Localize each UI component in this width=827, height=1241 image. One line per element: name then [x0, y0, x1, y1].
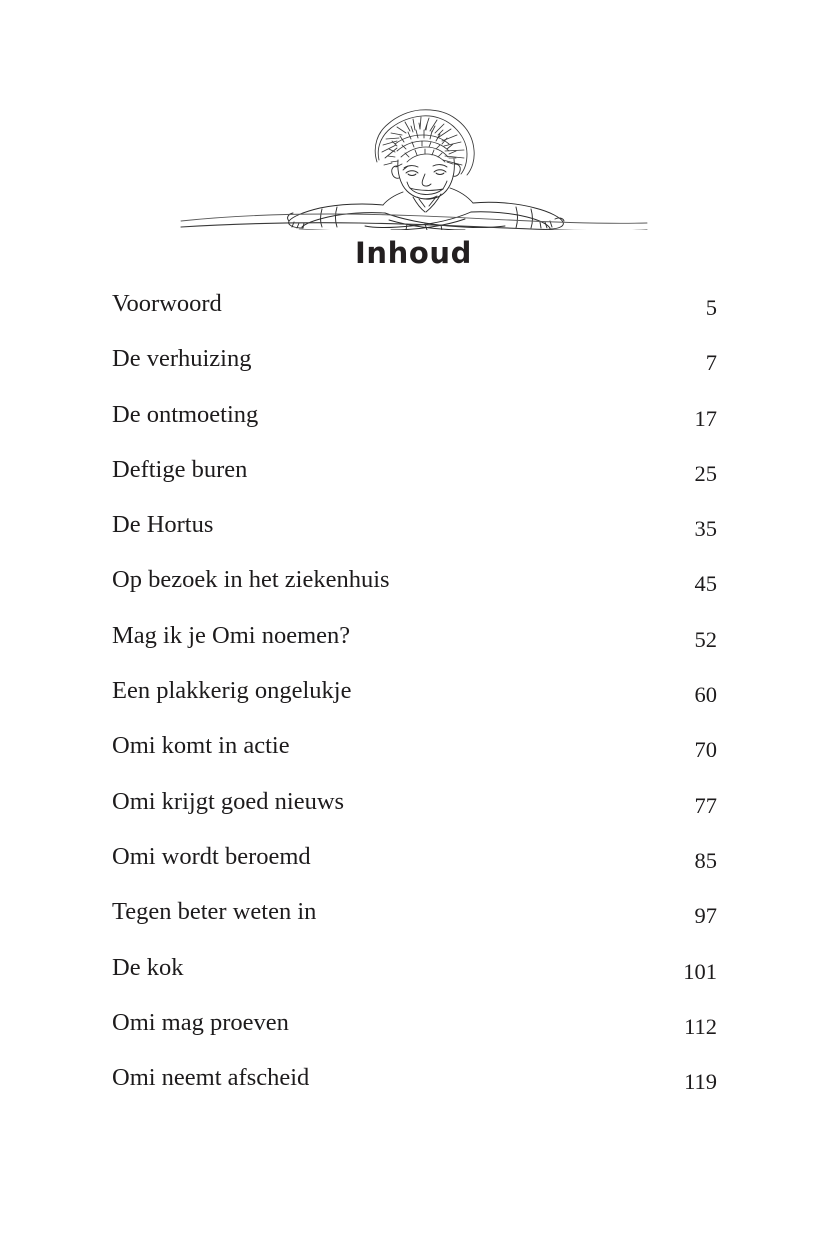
- toc-entry[interactable]: [112, 842, 717, 900]
- toc-entry[interactable]: [112, 900, 717, 955]
- table-of-contents: [112, 292, 717, 1121]
- toc-entry-title: Omi wordt beroemd: [112, 842, 311, 870]
- page-title: Inhoud: [354, 236, 472, 270]
- toc-entry-page-number: 119: [684, 1069, 717, 1095]
- toc-entry-title: De Hortus: [112, 511, 214, 539]
- toc-entry-title: Een plakkerig ongelukje: [112, 677, 352, 705]
- woman-leaning-on-table-icon: [179, 100, 649, 230]
- toc-entry[interactable]: [112, 1066, 717, 1121]
- toc-entry-page-number: 101: [683, 958, 717, 984]
- toc-entry[interactable]: [112, 292, 717, 347]
- toc-entry-page-number: 85: [694, 847, 717, 873]
- toc-entry[interactable]: [112, 347, 717, 402]
- toc-entry-title: De kok: [112, 953, 184, 981]
- toc-entry[interactable]: [112, 1008, 717, 1066]
- toc-entry[interactable]: [112, 679, 717, 734]
- toc-entry-title: Omi krijgt goed nieuws: [112, 787, 345, 815]
- toc-entry-page-number: 60: [694, 682, 717, 708]
- toc-entry-page-number: 5: [705, 295, 717, 320]
- toc-entry-title: Omi komt in actie: [112, 732, 290, 760]
- toc-entry-page-number: 112: [684, 1013, 717, 1039]
- chapter-illustration: [0, 100, 827, 230]
- toc-entry-title: Tegen beter weten in: [112, 898, 317, 926]
- toc-entry[interactable]: [112, 400, 717, 458]
- toc-entry-title: Deftige buren: [112, 455, 248, 483]
- toc-entry[interactable]: [112, 455, 717, 513]
- toc-entry-title: Mag ik je Omi noemen?: [112, 621, 351, 649]
- toc-entry-title: Op bezoek in het ziekenhuis: [112, 566, 390, 594]
- toc-entry-page-number: 17: [694, 405, 717, 431]
- toc-entry[interactable]: [112, 734, 717, 789]
- toc-entry-page-number: 97: [694, 903, 717, 929]
- toc-entry-title: Omi mag proeven: [112, 1008, 289, 1036]
- toc-entry-page-number: 7: [705, 350, 717, 376]
- toc-entry-title: De ontmoeting: [112, 400, 259, 428]
- toc-entry-page-number: 77: [694, 792, 717, 818]
- toc-entry[interactable]: [112, 787, 717, 845]
- toc-entry-page-number: 25: [694, 460, 717, 486]
- toc-entry-title: Voorwoord: [112, 290, 222, 317]
- toc-entry-page-number: 45: [694, 571, 717, 597]
- toc-entry[interactable]: [112, 568, 717, 623]
- toc-entry-title: Omi neemt afscheid: [112, 1064, 310, 1092]
- toc-entry-page-number: 35: [694, 516, 717, 542]
- toc-entry[interactable]: [112, 953, 717, 1011]
- toc-entry[interactable]: [112, 513, 717, 568]
- toc-entry-page-number: 52: [694, 626, 717, 652]
- toc-entry[interactable]: [112, 621, 717, 679]
- toc-entry-page-number: 70: [694, 737, 717, 763]
- toc-entry-title: De verhuizing: [112, 345, 252, 373]
